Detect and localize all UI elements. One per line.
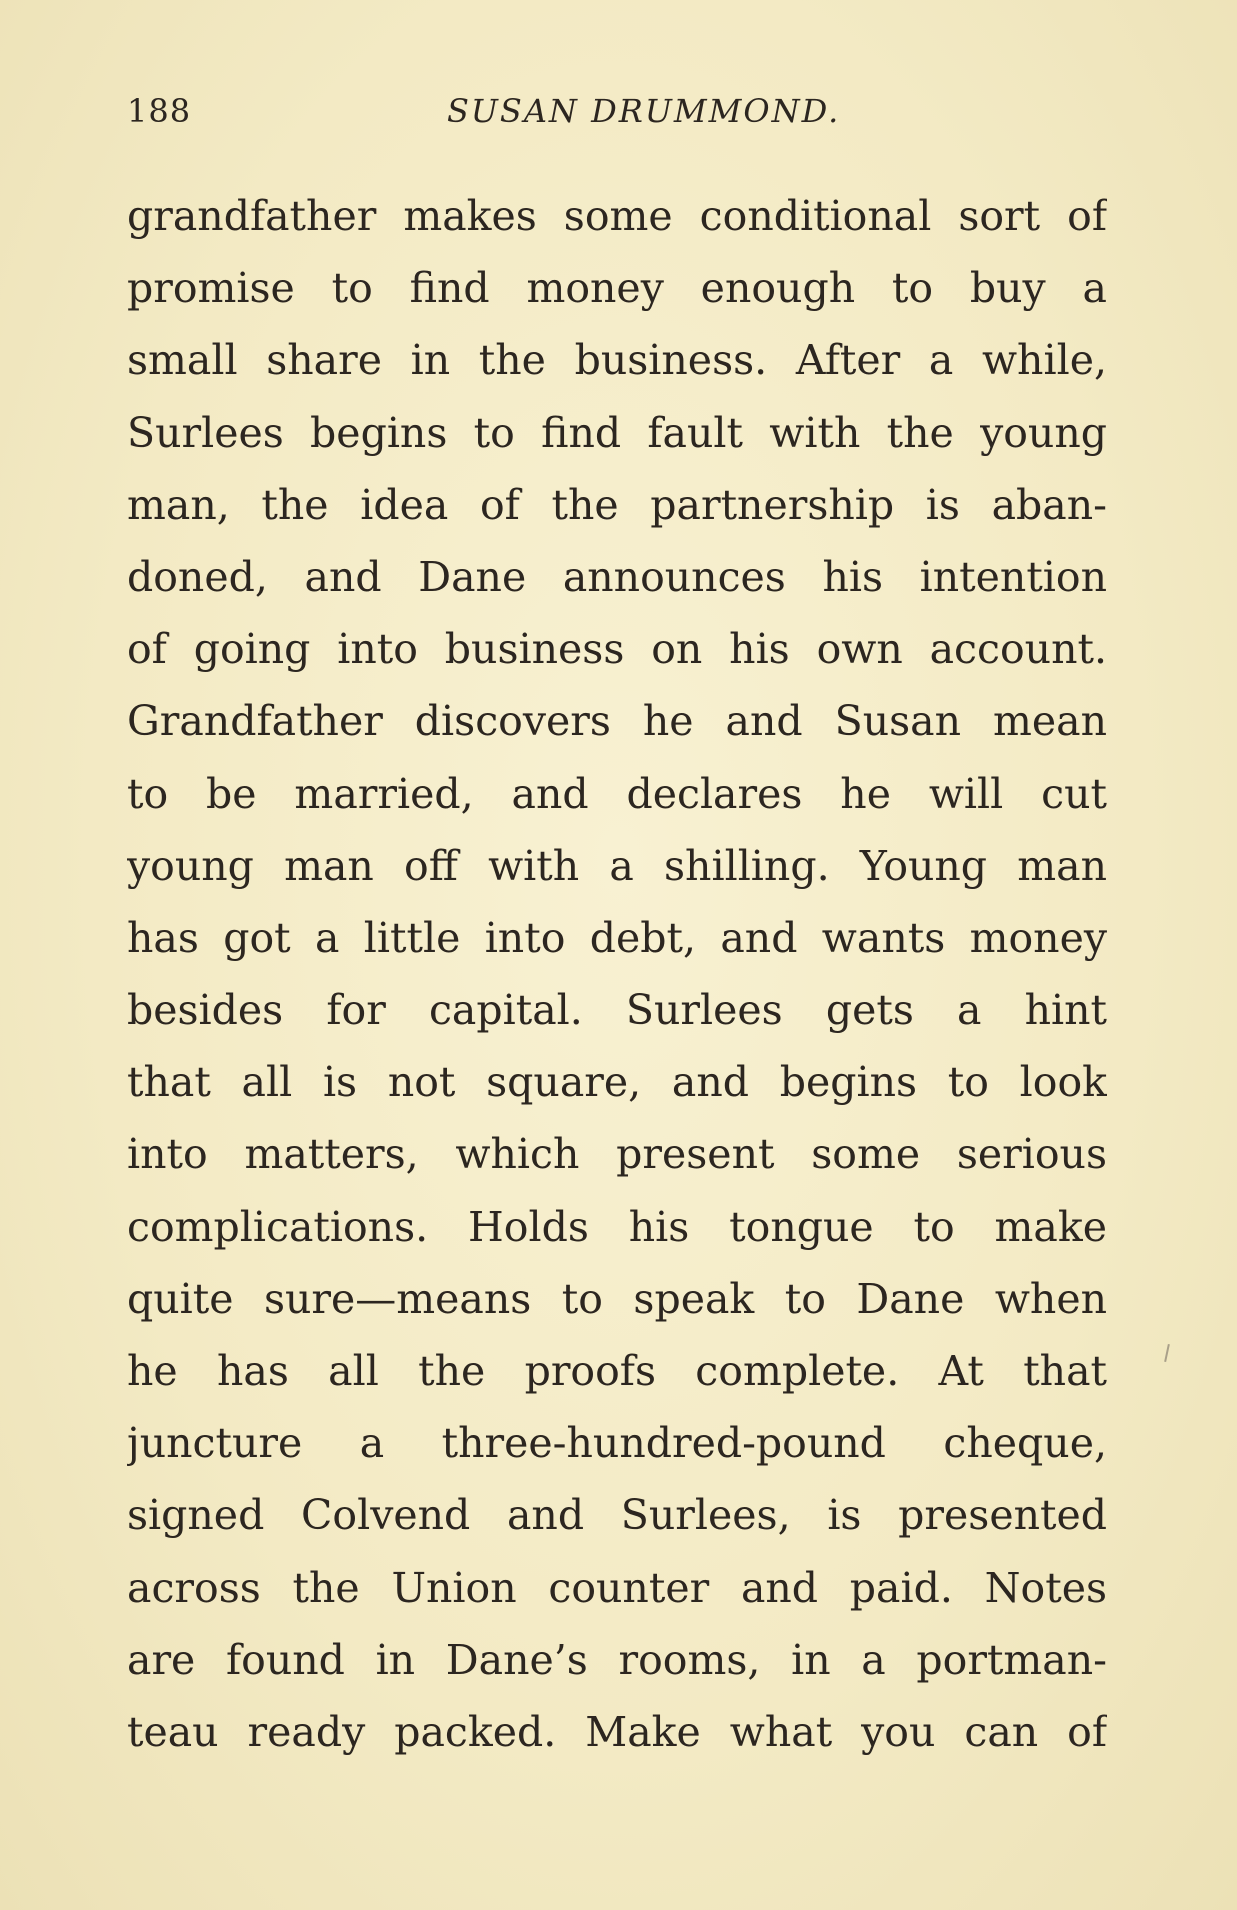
text-line: teau ready packed. Make what you can of: [127, 1707, 1107, 1756]
page-header: [127, 92, 1127, 142]
text-line: signed Colvend and Surlees, is presented: [127, 1491, 1107, 1540]
text-line: Grandfather discovers he and Susan mean: [127, 697, 1107, 746]
text-line: man, the idea of the partnership is aban-: [127, 480, 1107, 529]
text-line: juncture a three-hundred-pound cheque,: [127, 1419, 1107, 1468]
text-line: are found in Dane’s rooms, in a portman-: [127, 1635, 1107, 1684]
text-line: doned, and Dane announces his intention: [127, 552, 1107, 601]
text-line: that all is not square, and begins to look: [127, 1058, 1107, 1107]
text-line: Surlees begins to find fault with the young: [127, 408, 1107, 457]
body-text: [127, 180, 1107, 1768]
text-line: quite sure—means to speak to Dane when: [127, 1274, 1107, 1323]
page-number: 188: [127, 92, 192, 130]
text-line: promise to find money enough to buy a: [127, 264, 1107, 313]
running-head: SUSAN DRUMMOND.: [447, 92, 841, 130]
text-line: to be married, and declares he will cut: [127, 769, 1107, 818]
text-line: complications. Holds his tongue to make: [127, 1202, 1107, 1251]
text-line: of going into business on his own account.: [127, 625, 1107, 674]
text-line: young man off with a shilling. Young man: [127, 841, 1107, 890]
text-line: grandfather makes some conditional sort of: [127, 192, 1107, 240]
text-line: into matters, which present some serious: [127, 1130, 1107, 1179]
margin-mark: [1164, 1344, 1170, 1362]
text-line: across the Union counter and paid. Notes: [127, 1563, 1107, 1612]
text-line: small share in the business. After a while,: [127, 336, 1107, 385]
text-line: besides for capital. Surlees gets a hint: [127, 986, 1107, 1035]
text-line: he has all the proofs complete. At that: [127, 1347, 1107, 1395]
text-line: has got a little into debt, and wants money: [127, 913, 1107, 962]
